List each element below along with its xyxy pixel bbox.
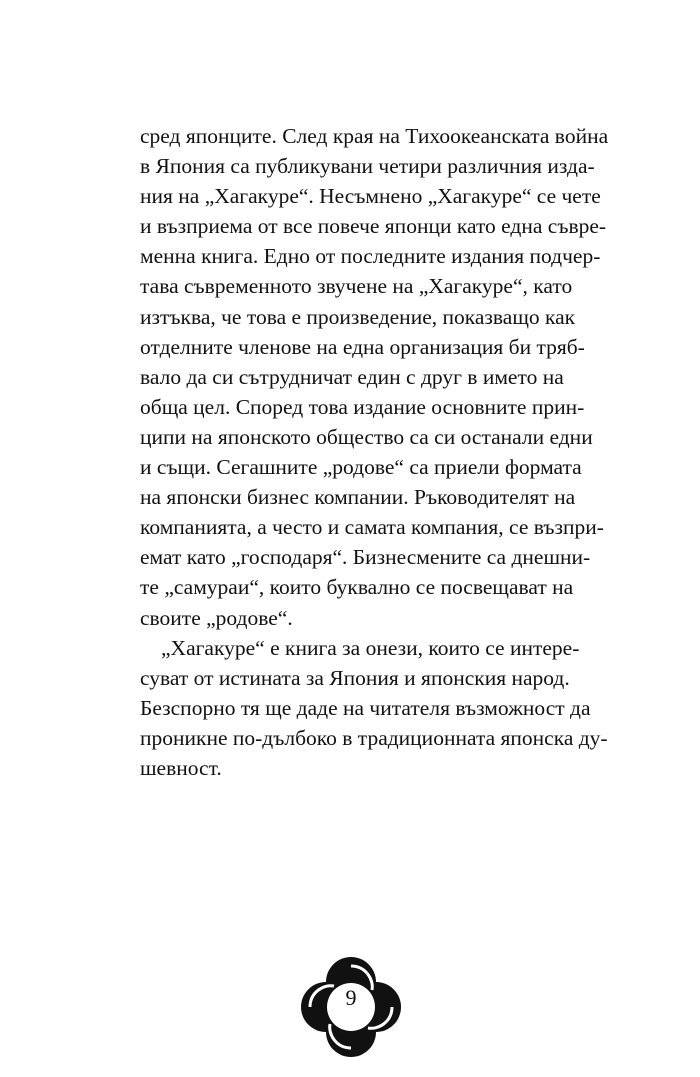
text-line: тава съвременното звучене на „Хагакуре“, като [140,274,573,299]
text-line: проникне по-дълбоко в традиционната японска ду- [140,725,608,750]
text-line: емат като „господаря“. Бизнесмените са днешни- [140,545,591,570]
page-number: 9 [345,985,357,1010]
text-line: ципи на японското общество са си останали едни [140,424,593,449]
text-line: в Япония са публикувани четири различния изда- [140,154,595,179]
text-line: „Хагакуре“ е книга за онези, които се интере- [161,635,580,660]
text-line: и възприема от все повече японци като една съвре- [140,214,607,239]
text-line: суват от истината за Япония и японския народ. [140,665,570,690]
text-line: вало да си сътрудничат един с друг в името на [140,364,564,389]
text-line: шевност. [140,755,222,780]
text-line: Безспорно тя ще даде на читателя възможност да [140,695,591,720]
text-line: на японски бизнес компании. Ръководителят на [140,485,576,510]
text-line: компанията, а често и самата компания, се възпри- [140,515,604,540]
paragraph-2 [140,633,608,783]
text-line: своите „родове“. [140,605,293,630]
text-line: и същи. Сегашните „родове“ са приели формата [140,455,582,480]
text-line: отделните членове на една организация би тряб- [140,334,585,359]
body-text [140,121,609,783]
text-line: менна книга. Едно от последните издания подчер- [140,244,601,269]
text-line: сред японците. След края на Тихоокеанската война [140,124,609,148]
text-line: те „самураи“, които буквално се посвещават на [140,575,574,600]
paragraph-1 [140,121,609,633]
text-line: обща цел. Според това издание основните прин- [140,394,585,419]
text-line: изтъква, че това е произведение, показващо как [140,304,576,329]
text-line: ния на „Хагакуре“. Несъмнено „Хагакуре“ се чете [140,184,601,209]
